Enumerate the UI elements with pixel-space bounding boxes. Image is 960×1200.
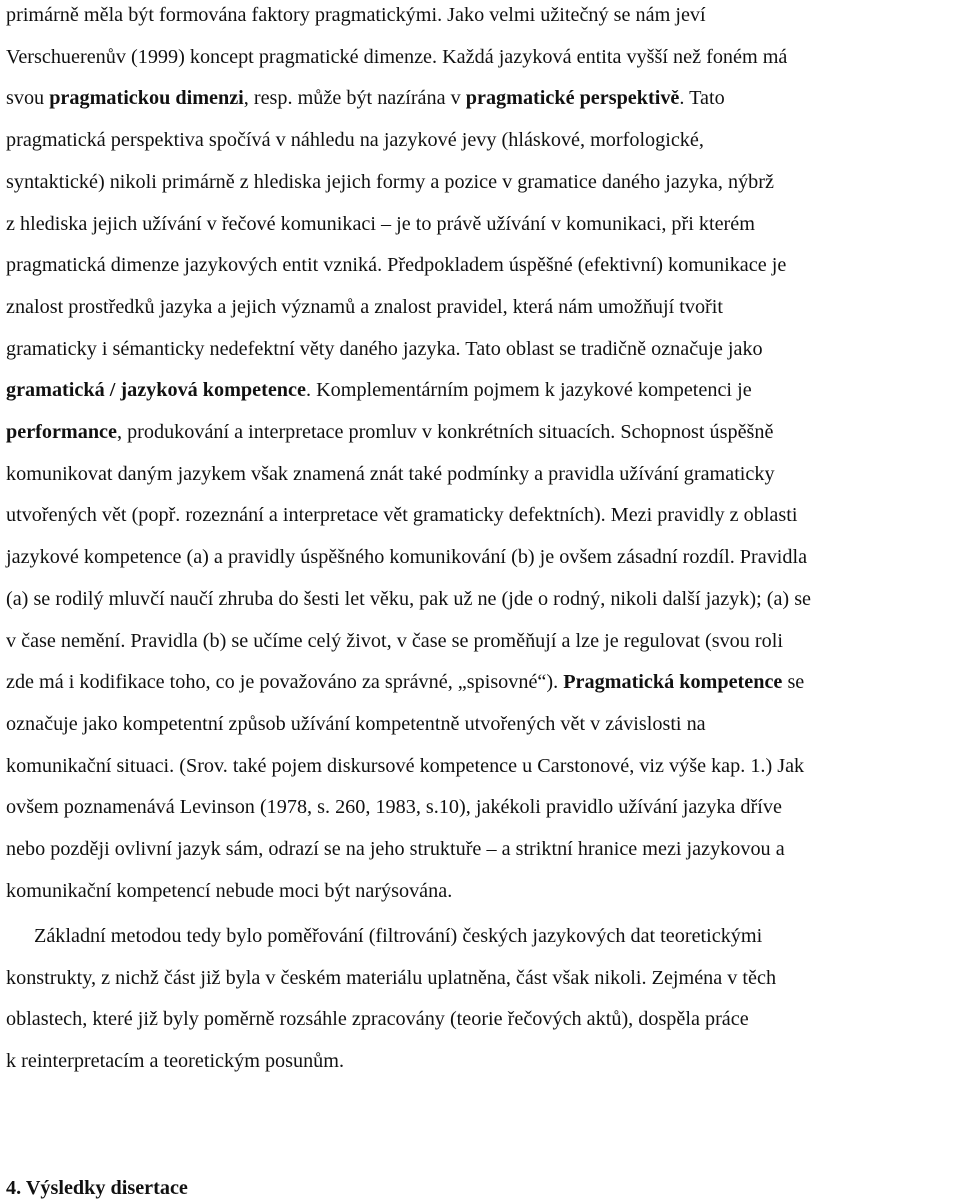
bold-term: Pragmatická kompetence: [563, 671, 783, 694]
text-run: svou: [6, 87, 50, 110]
text-run: . Tato: [679, 87, 725, 110]
text-line: [6, 966, 776, 990]
text-run: konstrukty, z nichž část již byla v českém materiálu uplatněna, část však nikoli. Zejména v těch: [6, 966, 777, 989]
text-run: pragmatická dimenze jazykových entit vzniká. Předpokladem úspěšné (efektivní) komunikace je: [6, 254, 787, 277]
text-run: může být nazírána v: [297, 87, 466, 110]
text-line: [6, 420, 773, 444]
text-run: nebo později ovlivní jazyk sám, odrazí se na jeho struktuře – a striktní hranice mezi jazykovou a: [6, 838, 785, 860]
text-run: utvořených vět (popř. rozeznání a interpretace vět gramaticky defektních). Mezi pravidly z oblasti: [6, 504, 798, 527]
text-run: ovšem poznamenává Levinson (1978, s. 260, 1983, s.10), jakékoli pravidlo užívání jazyka dříve: [6, 796, 782, 819]
text-line: [6, 212, 755, 236]
text-line: [6, 795, 782, 819]
text-run: jazykové kompetence (a) a pravidly úspěšného komunikování (b) je ovšem zásadní rozdíl. Pravidla: [6, 546, 808, 569]
text-line: [6, 3, 706, 27]
text-run: Základní metodou tedy bylo poměřování (filtrování) českých jazykových dat teoretickými: [34, 925, 763, 947]
text-line: [6, 1049, 344, 1073]
bold-term: performance: [6, 421, 117, 443]
text-line: [6, 587, 811, 611]
text-run: primárně měla být formována faktory pragmatickými. Jako velmi užitečný se nám jeví: [6, 4, 706, 26]
text-run: zde má i kodifikace toho, co je považováno za správné, „spisovné“).: [6, 671, 564, 694]
text-line: [6, 295, 723, 319]
text-run: , resp.: [243, 87, 298, 110]
text-run: oblastech, které již byly poměrně rozsáhle zpracovány (teorie řečových aktů), dospěla práce: [6, 1008, 749, 1031]
text-run: , produkování a interpretace promluv v konkrétních situacích. Schopnost úspěšně: [116, 421, 774, 443]
bold-term: pragmatickou dimenzi: [49, 87, 244, 110]
text-run: označuje jako kompetentní způsob užívání kompetentně utvořených vět v závislosti na: [6, 712, 706, 735]
bold-term: pragmatické perspektivě: [465, 87, 680, 110]
text-run: (a) se rodilý mluvčí naučí zhruba do šesti let věku, pak už ne (jde o rodný, nikoli další jazyk); (a) se: [6, 587, 812, 610]
text-run: z hlediska jejich užívání v řečové komunikaci – je to právě užívání v komunikaci, při kterém: [6, 212, 755, 235]
text-line: [6, 545, 807, 569]
text-line: [6, 837, 785, 861]
text-line: [6, 378, 752, 402]
text-line: [6, 253, 786, 277]
text-line: [6, 670, 804, 694]
text-run: komunikační situaci. (Srov. také pojem diskursové kompetence u Carstonové, viz výše kap. 1.) Jak: [6, 754, 805, 777]
text-line: [6, 86, 725, 110]
text-run: k reinterpretacím a teoretickým posunům.: [6, 1050, 345, 1073]
bold-term: gramatická / jazyková kompetence: [6, 379, 306, 402]
text-line: [34, 924, 762, 948]
text-line: [6, 754, 804, 778]
text-run: Verschuerenův (1999) koncept pragmatické dimenze. Každá jazyková entita vyšší než foném má: [6, 45, 788, 68]
text-line: [6, 1007, 749, 1031]
text-line: [6, 337, 763, 361]
text-line: [6, 629, 783, 653]
text-run: syntaktické) nikoli primárně z hlediska jejich formy a pozice v gramatice daného jazyka, nýbrž: [6, 170, 774, 193]
text-run: komunikační kompetencí nebude moci být narýsována.: [6, 879, 453, 902]
text-line: [6, 503, 797, 527]
text-run: komunikovat daným jazykem však znamená znát také podmínky a pravidla užívání gramaticky: [6, 462, 775, 485]
section-heading: 4. Výsledky disertace: [6, 1177, 188, 1199]
text-line: [6, 170, 774, 194]
text-line: [6, 879, 452, 903]
text-line: [6, 128, 704, 152]
text-line: [6, 462, 775, 486]
text-run: znalost prostředků jazyka a jejich významů a znalost pravidel, která nám umožňují tvořit: [6, 295, 723, 318]
text-line: [6, 45, 787, 69]
text-run: v čase nemění. Pravidla (b) se učíme celý život, v čase se proměňují a lze je regulovat (svou roli: [6, 629, 783, 652]
text-run: . Komplementárním pojmem k jazykové kompetenci je: [305, 379, 752, 402]
text-line: [6, 712, 706, 736]
text-run: pragmatická perspektiva spočívá v náhledu na jazykové jevy (hláskové, morfologické,: [6, 129, 704, 152]
text-run: gramaticky i sémanticky nedefektní věty daného jazyka. Tato oblast se tradičně označuje jako: [6, 337, 763, 360]
text-run: se: [782, 671, 805, 694]
